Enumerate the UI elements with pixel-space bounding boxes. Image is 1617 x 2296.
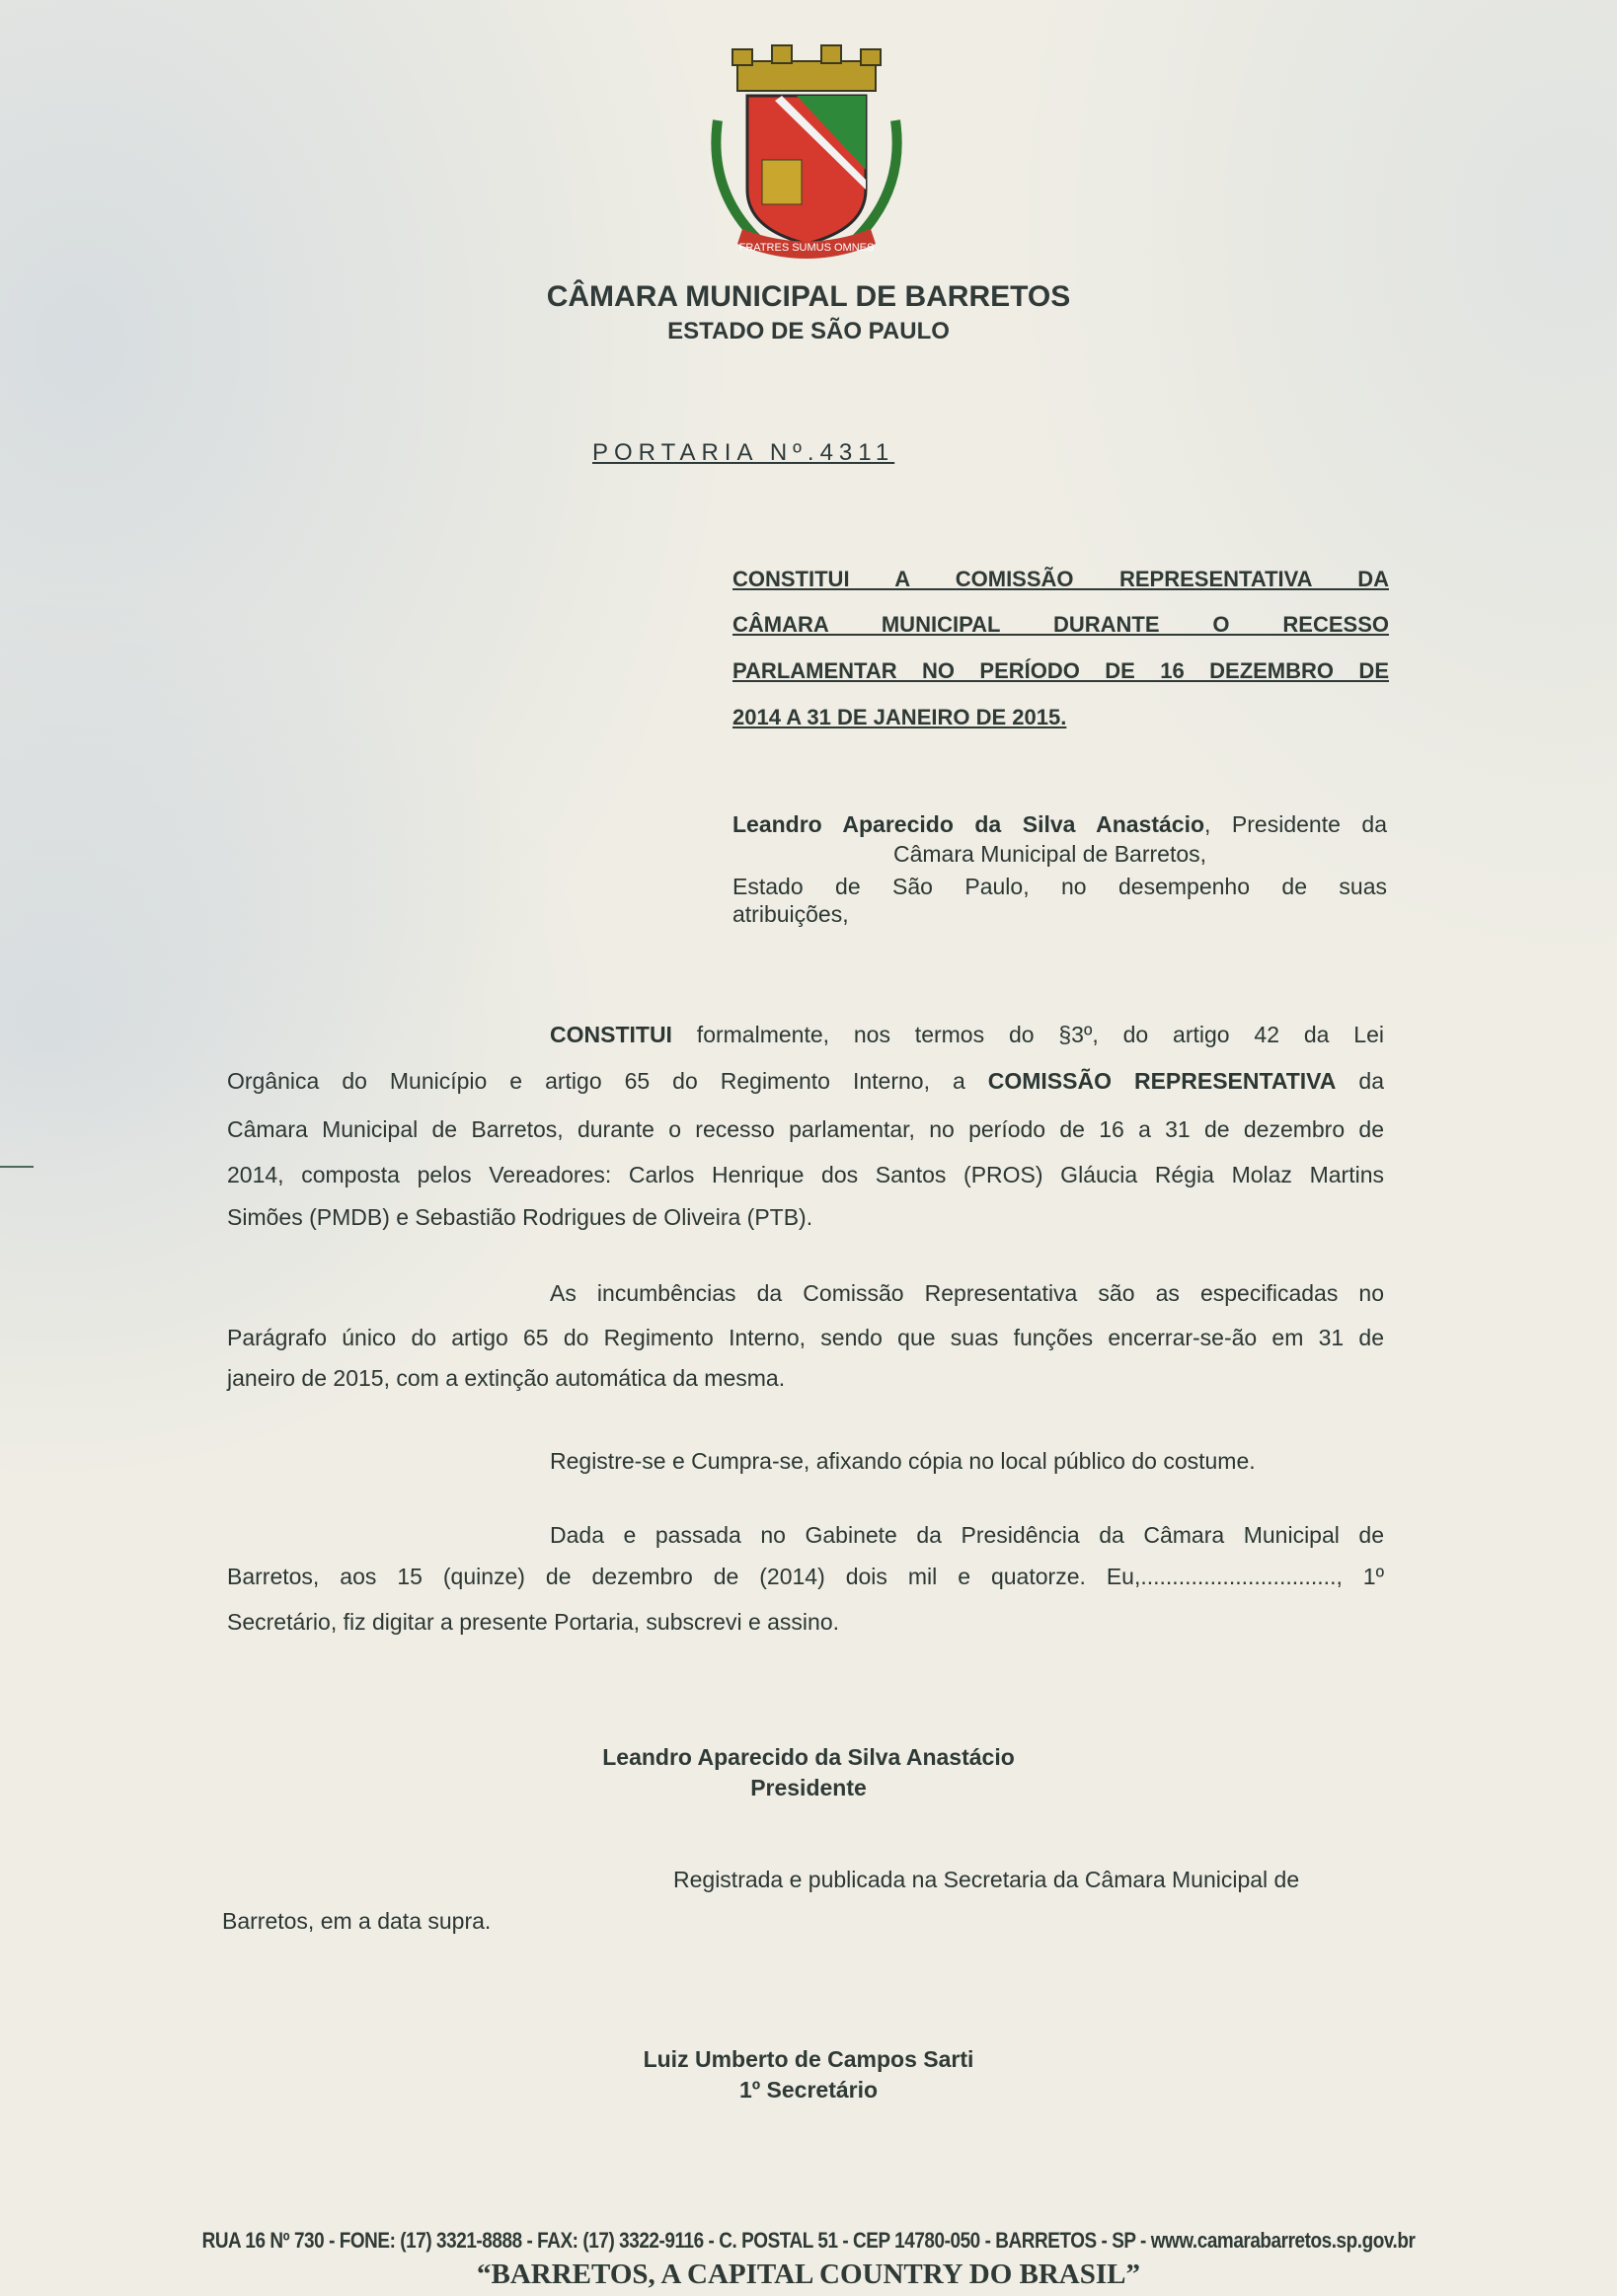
preamble-line: Estado de São Paulo, no desempenho de suas [732,874,1387,899]
signature-role: Presidente [750,1775,867,1800]
paragraph-line [227,1068,1384,1095]
ementa-line: CONSTITUI A COMISSÃO REPRESENTATIVA DA [732,567,1389,591]
chamber-title: CÂMARA MUNICIPAL DE BARRETOS [546,280,1071,313]
paragraph-line: janeiro de 2015, com a extinção automática da mesma. [227,1365,786,1391]
text: Simões (PMDB) e Sebastião Rodrigues de Oliveira (PTB). [227,1204,813,1230]
text: Orgânica do Município e artigo 65 do Regimento Interno, a [227,1068,988,1094]
paragraph-line: As incumbências da Comissão Representativa são as especificadas no [550,1280,1384,1306]
paragraph-line [227,1204,812,1231]
registro-line: Registrada e publicada na Secretaria da Câmara Municipal de [673,1867,1300,1892]
bold-text: COMISSÃO REPRESENTATIVA [987,1068,1337,1094]
margin-mark [0,1166,34,1168]
crown-icon [732,45,881,91]
footer-motto: “BARRETOS, A CAPITAL COUNTRY DO BRASIL” [476,2258,1141,2290]
signature-name: Luiz Umberto de Campos Sarti [643,2046,974,2072]
paragraph-line [227,1116,1384,1143]
text: Câmara Municipal de Barretos, durante o recesso parlamentar, no período de 16 a 31 de dezembro de [227,1116,1384,1142]
registro-line: Barretos, em a data supra. [222,1908,492,1934]
preamble-line [732,811,1387,838]
paragraph-line [550,1022,1384,1048]
paragraph-line [227,1162,1384,1188]
paragraph-line: Barretos, aos 15 (quinze) de dezembro de (2014) dois mil e quatorze. Eu,..............................., 1º [227,1564,1384,1589]
portaria-number: PORTARIA Nº.4311 [592,439,895,466]
preamble-line: atribuições, [732,901,849,927]
president-name: Leandro Aparecido da Silva Anastácio [732,811,1205,837]
signature-name: Leandro Aparecido da Silva Anastácio [602,1744,1015,1770]
ementa-line: 2014 A 31 DE JANEIRO DE 2015. [732,705,1067,729]
ementa-line: CÂMARA MUNICIPAL DURANTE O RECESSO [732,612,1389,637]
signature-role: 1º Secretário [738,2077,879,2103]
logo-motto: FRATRES SUMUS OMNES [738,242,875,254]
paragraph-line: Registre-se e Cumpra-se, afixando cópia no local público do costume. [550,1448,1256,1474]
bold-text: CONSTITUI [550,1022,672,1047]
coat-of-arms-logo [688,41,925,273]
text: formalmente, nos termos do §3º, do artigo 42 da Lei [671,1022,1384,1047]
preamble-text: , Presidente da [1204,811,1387,837]
text: da [1336,1068,1384,1094]
ementa-line: PARLAMENTAR NO PERÍODO DE 16 DEZEMBRO DE [732,658,1389,683]
paragraph-line: Secretário, fiz digitar a presente Portaria, subscrevi e assino. [227,1609,840,1635]
footer-address: RUA 16 Nº 730 - FONE: (17) 3321-8888 - FAX: (17) 3322-9116 - C. POSTAL 51 - CEP 14780-050 - BARRETOS - SP - www.camarabarretos.sp.gov.br [201,2228,1416,2253]
paragraph-line: Dada e passada no Gabinete da Presidência da Câmara Municipal de [550,1522,1384,1548]
text: 2014, composta pelos Vereadores: Carlos Henrique dos Santos (PROS) Gláucia Régia Molaz Martins [227,1162,1384,1187]
state-subtitle: ESTADO DE SÃO PAULO [667,318,950,344]
preamble-line: Câmara Municipal de Barretos, [893,841,1207,867]
paragraph-line: Parágrafo único do artigo 65 do Regimento Interno, sendo que suas funções encerrar-se-ão em 31 de [227,1325,1384,1350]
